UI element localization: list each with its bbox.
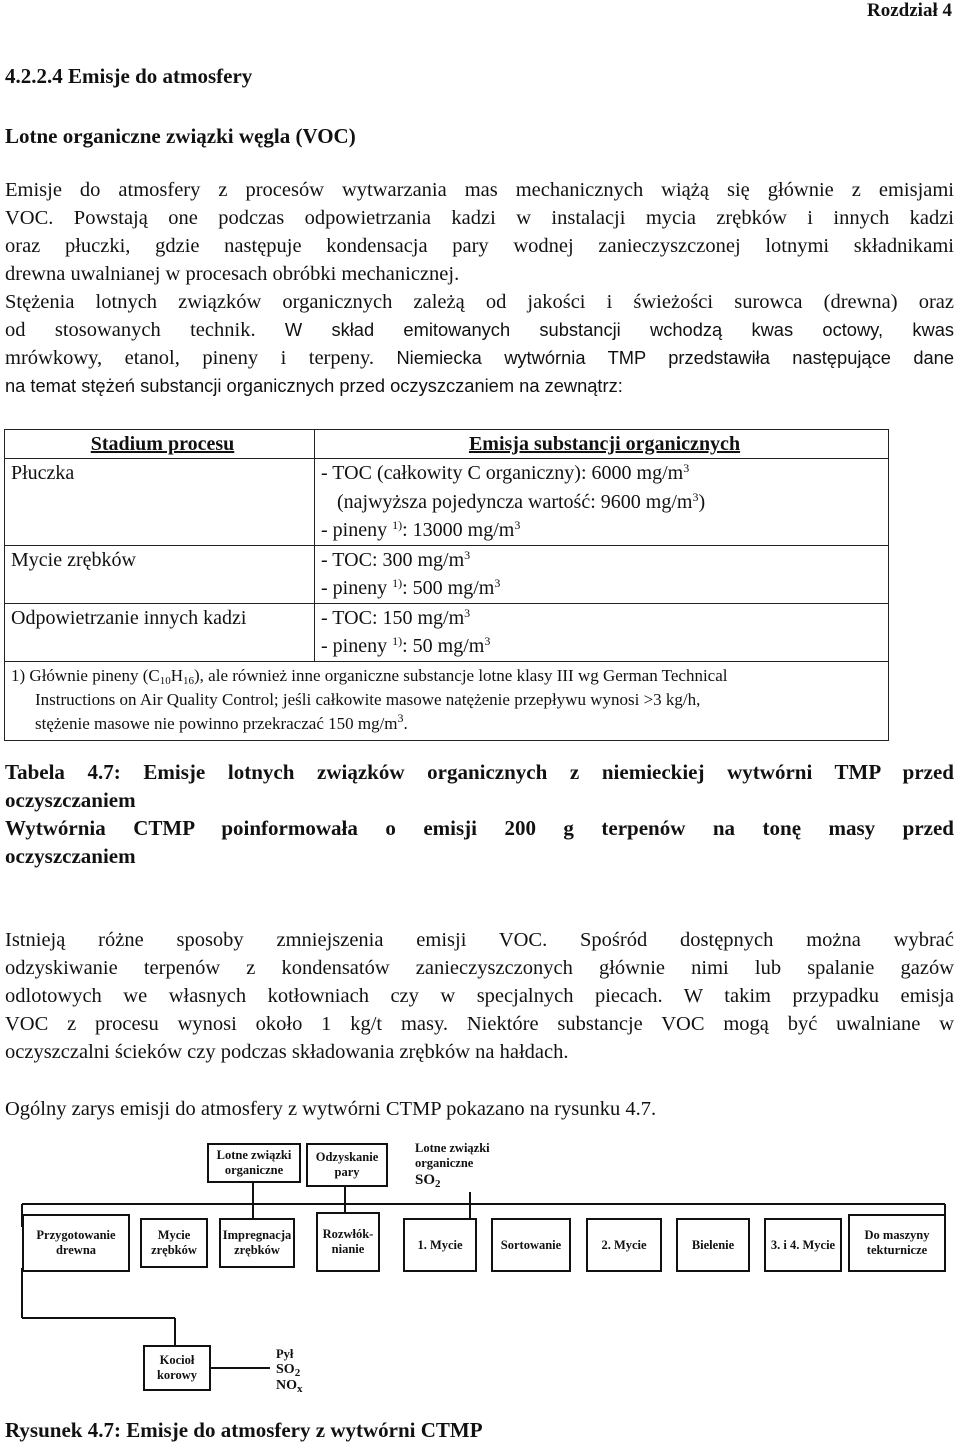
emission-text: - TOC: 300 mg/m xyxy=(321,548,465,571)
emission-text: - pineny xyxy=(321,519,393,541)
figure-caption: Rysunek 4.7: Emisje do atmosfery z wytwórni CTMP xyxy=(5,1418,483,1442)
text-line: na temat stężeń substancji organicznych przed oczyszczaniem na zewnątrz: xyxy=(5,375,623,396)
box-washing-1: 1. Mycie xyxy=(403,1218,477,1272)
text-line: Ogólny zarys emisji do atmosfery z wytwórni CTMP pokazano na rysunku 4.7. xyxy=(5,1098,657,1120)
subscript: x xyxy=(297,1383,303,1395)
section-title: 4.2.2.4 Emisje do atmosfery xyxy=(5,64,253,88)
caption-line: oczyszczaniem xyxy=(5,788,136,812)
label-text: NO xyxy=(276,1378,297,1393)
text-line: oczyszczalni ścieków czy podczas składowania zrębków na hałdach. xyxy=(5,1041,569,1063)
box-to-board-machines: Do maszyny tekturnicze xyxy=(848,1214,946,1272)
label-so2 xyxy=(276,1362,326,1378)
caption-line: Tabela 4.7: Emisje lotnych związków organicznych z niemieckiej wytwórni TMP przed xyxy=(5,760,954,784)
superscript: 3 xyxy=(484,634,491,648)
text-line: oraz płuczki, gdzie następuje kondensacja pary wodnej zanieczyszczonej lotnymi składnikami xyxy=(5,235,954,257)
text-line: odzyskiwanie terpenów z kondensatów zanieczyszczonych głównie nimi lub spalanie gazów xyxy=(5,957,954,979)
superscript: 3 xyxy=(692,489,699,504)
caption-line: Wytwórnia CTMP poinformowała o emisji 200 g terpenów na tonę masy przed xyxy=(5,816,954,840)
text-line: VOC. Powstają one podczas odpowietrzania kadzi w instalacji mycia zrębków i innych kadzi xyxy=(5,207,954,229)
stage-label: Odpowietrzanie innych kadzi xyxy=(11,606,247,629)
text-line: drewna uwalnianej w procesach obróbki mechanicznej. xyxy=(5,263,460,285)
box-defibration: Rozwłók-nianie xyxy=(316,1212,380,1272)
column-header-stage: Stadium procesu xyxy=(5,430,315,459)
box-bleaching: Bielenie xyxy=(676,1218,750,1272)
superscript: 3 xyxy=(397,710,404,725)
box-washing-2: 2. Mycie xyxy=(586,1218,662,1272)
box-wood-preparation: Przygotowanie drewna xyxy=(22,1214,130,1272)
emission-text: - TOC: 150 mg/m xyxy=(321,606,465,629)
superscript: 1) xyxy=(392,518,403,532)
superscript: 3 xyxy=(514,518,521,532)
superscript: 1) xyxy=(392,576,403,590)
superscript: 1) xyxy=(392,634,403,648)
label-so2 xyxy=(415,1173,515,1188)
emission-text: - pineny xyxy=(321,635,393,657)
subscript: 10 xyxy=(159,674,171,687)
superscript: 3 xyxy=(464,605,471,620)
chapter-header: Rozdział 4 xyxy=(867,0,952,21)
footnote-text: stężenie masowe nie powinno przekraczać 150 mg/m xyxy=(35,713,398,733)
emission-text: - pineny xyxy=(321,577,393,599)
label-boiler-emissions xyxy=(276,1346,326,1394)
stage-label: Mycie zrębków xyxy=(11,548,136,571)
subsection-title: Lotne organiczne związki węgla (VOC) xyxy=(5,124,356,148)
emission-text: : 50 mg/m xyxy=(402,635,485,657)
emission-text: - TOC (całkowity C organiczny): 6000 mg/m xyxy=(321,462,684,484)
superscript: 3 xyxy=(494,576,501,590)
label-voc-emission xyxy=(415,1141,515,1188)
box-bark-boiler: Kocioł korowy xyxy=(143,1345,211,1391)
text-segment: mrówkowy, etanol, pineny i terpeny. xyxy=(5,347,375,369)
box-steam-recovery: Odzyskanie pary xyxy=(306,1143,388,1187)
label-text: SO xyxy=(415,1172,436,1188)
label-nox xyxy=(276,1378,326,1394)
superscript: 3 xyxy=(464,547,471,562)
column-header-emission: Emisja substancji organicznych xyxy=(315,430,889,459)
box-voc-emission: Lotne związki organiczne xyxy=(207,1143,301,1183)
text-line: Istnieją różne sposoby zmniejszenia emisji VOC. Spośród dostępnych można wybrać xyxy=(5,929,954,951)
text-line: Stężenia lotnych związków organicznych zależą od jakości i świeżości surowca (drewna) oraz xyxy=(5,291,954,313)
box-chip-washing: Mycie zrębków xyxy=(140,1218,208,1268)
subscript: 2 xyxy=(435,1178,441,1190)
footnote-text: ), ale również inne organiczne substancje lotne klasy III wg German Technical xyxy=(194,665,728,685)
footnote-text: 1) Głównie pineny (C xyxy=(11,665,160,685)
label-text: Lotne związki organiczne xyxy=(415,1141,490,1170)
label-text: SO xyxy=(276,1362,295,1377)
footnote-text: . xyxy=(403,713,408,733)
stage-label: Płuczka xyxy=(11,462,75,484)
subscript: 2 xyxy=(294,1367,301,1379)
text-line: Emisje do atmosfery z procesów wytwarzania mas mechanicznych wiążą się głównie z emisjami xyxy=(5,179,954,201)
emission-text: : 500 mg/m xyxy=(402,577,495,599)
box-screening: Sortowanie xyxy=(491,1218,571,1272)
emission-text: (najwyższa pojedyncza wartość: 9600 mg/m xyxy=(337,490,693,513)
footnote-text: H xyxy=(170,665,184,685)
text-segment: W skład emitowanych substancji wchodzą kwas octowy, kwas xyxy=(255,319,954,340)
caption-line: oczyszczaniem xyxy=(5,844,136,868)
footnote-line: Instructions on Air Quality Control; jeśli całkowite masowe natężenie przepływu wynosi >3 kg/h, xyxy=(35,689,701,709)
superscript: 3 xyxy=(683,461,690,475)
box-washing-3-4: 3. i 4. Mycie xyxy=(764,1218,842,1272)
box-chip-impregnation: Impregnacja zrębków xyxy=(219,1218,295,1268)
text-segment: od stosowanych technik. xyxy=(5,319,256,341)
emission-text: : 13000 mg/m xyxy=(402,519,515,541)
text-line: odlotowych we własnych kotłowniach czy w specjalnych piecach. W takim przypadku emisja xyxy=(5,985,954,1007)
label-text: Pył xyxy=(276,1347,294,1361)
text-segment: Niemiecka wytwórnia TMP przedstawiła następujące dane xyxy=(374,347,954,368)
subscript: 16 xyxy=(183,674,195,687)
emission-text: ) xyxy=(698,490,706,513)
text-line: VOC z procesu wynosi około 1 kg/t masy. Niektóre substancje VOC mogą być uwalniane w xyxy=(5,1013,954,1035)
